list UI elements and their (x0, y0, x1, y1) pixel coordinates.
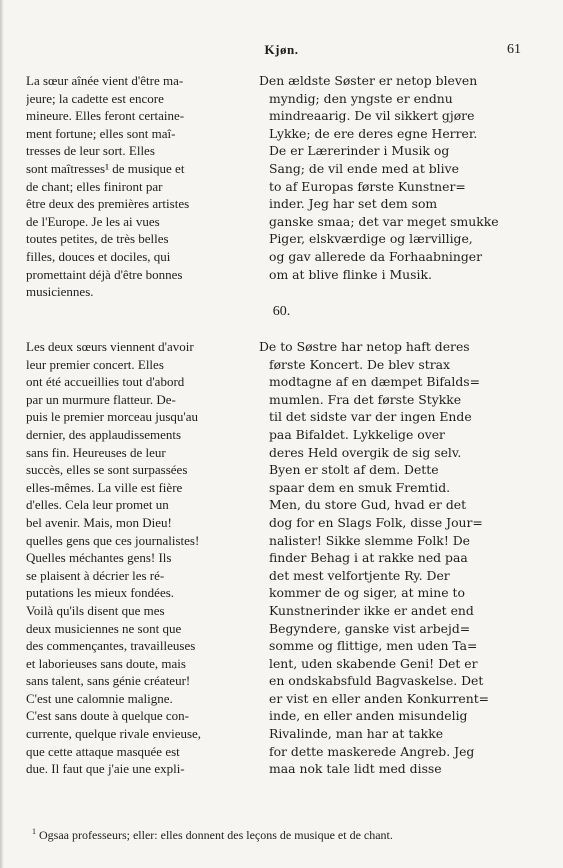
text-line: ganske smaa; det var meget smukke (269, 213, 499, 229)
text-line: promettaint déjà d'être bonnes (26, 266, 183, 282)
text-line: que cette attaque masquée est (26, 743, 180, 759)
text-line: sont maîtresses¹ de musique et (26, 160, 185, 176)
text-line: Kunstnerinder ikke er andet end (269, 602, 474, 618)
text-line: être deux des premières artistes (26, 196, 190, 212)
text-line: leur premier concert. Elles (26, 356, 164, 372)
text-line: dog for en Slags Folk, disse Jour= (269, 514, 483, 530)
text-line: musiciennes. (26, 284, 94, 300)
footnote (32, 824, 537, 843)
text-line: due. Il faut que j'aie une expli- (26, 761, 185, 777)
text-line: tresses de leur sort. Elles (26, 143, 155, 159)
running-title: Kjøn. (264, 42, 299, 57)
text-line: Les deux sœurs viennent d'avoir (26, 339, 194, 354)
text-line: d'elles. Cela leur promet un (26, 497, 169, 513)
text-line: elles-mêmes. La ville est fière (26, 479, 183, 495)
text-line: de l'Europe. Je les ai vues (26, 213, 160, 229)
text-line: par un murmure flatteur. De- (26, 391, 176, 407)
text-line: bel avenir. Mais, mon Dieu! (26, 514, 172, 530)
text-line: og gav allerede da Forhaabninger (269, 248, 483, 264)
text-line: quelles gens que ces journalistes! (26, 532, 200, 548)
text-line: se plaisent à décrier les ré- (26, 567, 165, 583)
text-line: mumlen. Fra det første Stykke (269, 391, 462, 407)
text-line: inder. Jeg har set dem som (269, 196, 438, 212)
text-line: Men, du store Gud, hvad er det (269, 497, 467, 513)
text-line: Sang; de vil ende med at blive (269, 160, 459, 176)
text-line: paa Bifaldet. Lykkelige over (269, 426, 445, 442)
text-line: sans fin. Heureuses de leur (26, 444, 166, 460)
text-line: toutes petites, de très belles (26, 231, 169, 247)
text-line: De er Lærerinder i Musik og (269, 143, 450, 159)
text-line: filles, douces et dociles, qui (26, 248, 171, 264)
text-line: Quelles méchantes gens! Ils (26, 550, 172, 566)
section2-danish-column (259, 338, 521, 778)
text-line: kommer de og siger, at mine to (269, 585, 465, 601)
text-line: Begyndere, ganske vist arbejd= (269, 620, 471, 636)
text-line: somme og flittige, men uden Ta= (269, 638, 478, 654)
text-line: Den ældste Søster er netop bleven (259, 73, 478, 88)
text-line: om at blive flinke i Musik. (269, 266, 432, 282)
text-line: deres Held overgik de sig selv. (269, 444, 462, 460)
text-line: succès, elles se sont surpassées (26, 462, 188, 478)
text-line: putations les mieux fondées. (26, 585, 175, 601)
text-line: Lykke; de ere deres egne Herrer. (269, 125, 478, 141)
page-spine-shadow (0, 0, 4, 868)
text-line: La sœur aînée vient d'être ma- (26, 73, 184, 88)
text-line: nalister! Sikke slemme Folk! De (269, 532, 471, 548)
text-line: det mest velfortjente Ry. Der (269, 567, 450, 583)
text-line: jeure; la cadette est encore (26, 90, 164, 106)
text-line: currente, quelque rivale envieuse, (26, 726, 202, 742)
text-line: Byen er stolt af dem. Dette (269, 462, 439, 478)
text-line: modtagne af en dæmpet Bifalds= (269, 374, 481, 390)
text-line: finder Behag i at rakke ned paa (269, 550, 468, 566)
text-line: deux musiciennes ne sont que (26, 620, 182, 636)
text-line: ment fortune; elles sont maî- (26, 125, 176, 141)
text-line: til det sidste var der ingen Ende (269, 409, 472, 425)
text-line: maa nok tale lidt med disse (269, 761, 442, 777)
text-line: spaar dem en smuk Fremtid. (269, 479, 451, 495)
text-line: dernier, des applaudissements (26, 426, 182, 442)
text-line: første Koncert. De blev strax (269, 356, 451, 372)
text-line: Piger, elskværdige og lærvillige, (269, 231, 473, 247)
text-line: puis le premier morceau jusqu'au (26, 409, 199, 425)
text-line: des commençantes, travailleuses (26, 638, 196, 654)
text-line: C'est une calomnie maligne. (26, 690, 173, 706)
text-line: ont été accueillies tout d'abord (26, 374, 185, 390)
text-line: lent, uden skabende Geni! Det er (269, 655, 478, 671)
text-line: et laborieuses sans doute, mais (26, 655, 186, 671)
text-line: mindreaarig. De vil sikkert gjøre (269, 108, 475, 124)
running-header (0, 42, 563, 60)
footnote-mark: 1 (32, 827, 36, 836)
text-line: en ondskabsfuld Bagvaskelse. Det (269, 673, 484, 689)
text-line: C'est sans doute à quelque con- (26, 708, 189, 724)
footnote-text: Ogsaa professeurs; eller: elles donnent des leçons de musique et de chant. (39, 828, 393, 842)
section2-french-column (26, 338, 242, 778)
text-line: myndig; den yngste er endnu (269, 90, 453, 106)
text-line: Rivalinde, man har at takke (269, 726, 444, 742)
text-line: De to Søstre har netop haft deres (259, 339, 470, 354)
page-number: 61 (507, 42, 521, 57)
text-line: er vist en eller anden Konkurrent= (269, 690, 490, 706)
text-line: inde, en eller anden misundelig (269, 708, 468, 724)
text-line: for dette maskerede Angreb. Jeg (269, 743, 475, 759)
section1-danish-column (259, 72, 521, 283)
section1-french-column (26, 72, 242, 301)
text-line: de chant; elles finiront par (26, 178, 163, 194)
text-line: to af Europas første Kunstner= (269, 178, 466, 194)
text-line: sans talent, sans génie créateur! (26, 673, 191, 689)
section-number: 60. (272, 304, 291, 319)
text-line: Voilà qu'ils disent que mes (26, 602, 165, 618)
text-line: mineure. Elles feront certaine- (26, 108, 185, 124)
